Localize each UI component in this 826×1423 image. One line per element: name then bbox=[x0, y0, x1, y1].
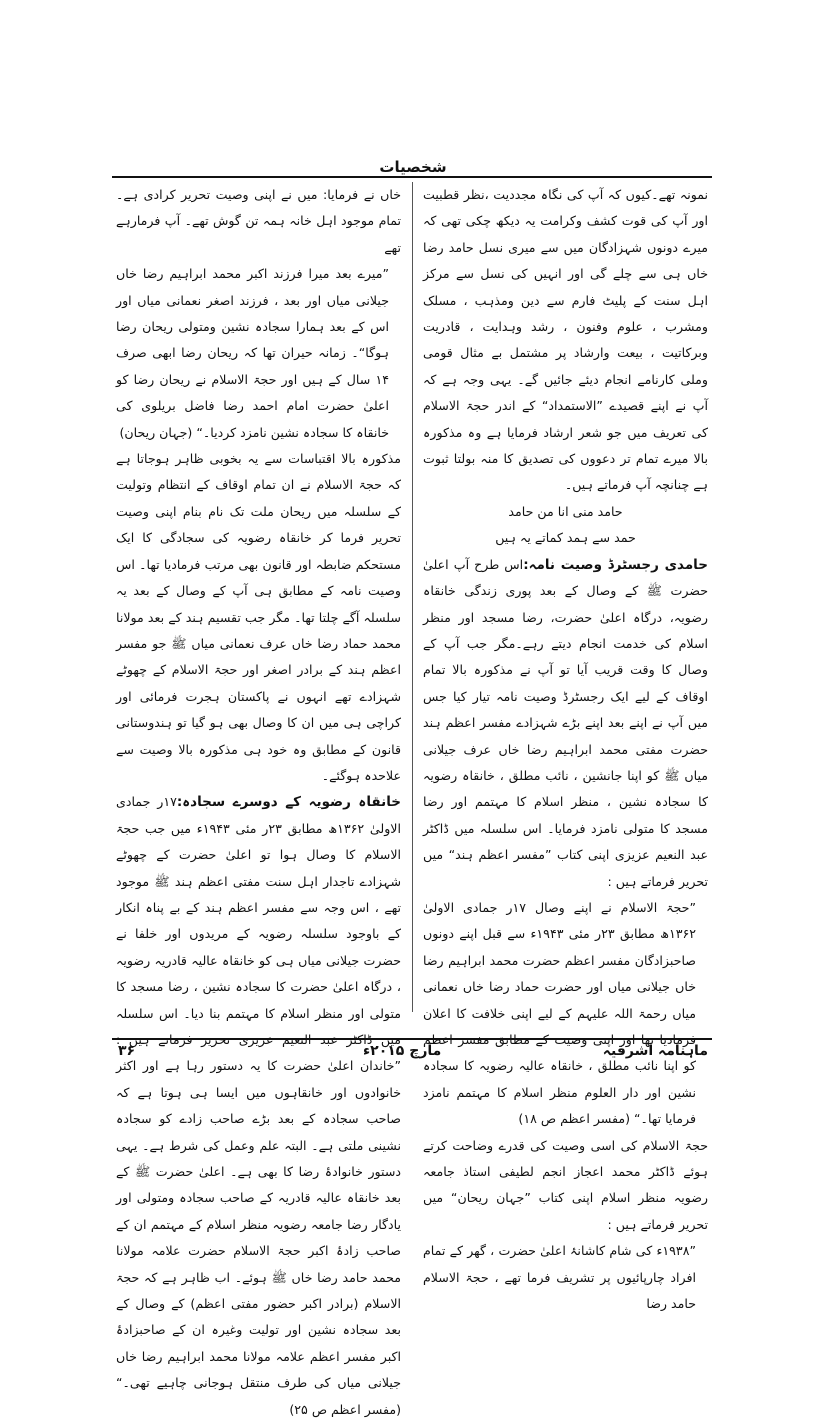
quote-jahan-rehan-start: ”۱۹۳۸ء کی شام کاشانۂ اعلیٰ حضرت ، گھر کے تمام افراد چارپائیوں پر تشریف فرما تھے ، حجۃ الاسلام حامد رضا bbox=[423, 1243, 696, 1312]
paragraph-intro: نمونہ تھے۔کیوں کہ آپ کی نگاہ مجددیت ،نظر قطبیت اور آپ کی قوت کشف وکرامت یہ دیکھ چکی تھی کہ میرے دونوں شہزادگان میں سے میری نسل حامد رضا خاں ہی سے چلے گی اور انہیں کی نسل سے مرکز اہل سنت کے پلیٹ فارم سے دین ومذہب ، مسلک ومشرب ، علوم وفنون ، رشد وہدایت ، قادریت وبرکاتیت ، بیعت وارشاد پر مشتمل بے مثال قومی وملی کارنامے انجام دیئے جائیں گے۔ یہی وجہ ہے کہ آپ نے اپنے قصیدے ”الاستمداد“ کے اندر حجۃ الاسلام کی تعریف میں جو شعر ارشاد فرمایا ہے وہ مذکورہ بالا میرے تمام تر دعووں کی تصدیق کا منہ بولتا ثبوت ہے چنانچہ آپ فرماتے ہیں۔ bbox=[423, 187, 708, 493]
left-column bbox=[116, 182, 401, 1417]
paragraph-second-sajjada-text: ۱۷ر جمادی الاولیٰ ۱۳۶۲ھ مطابق ۲۳ر مئی ۱۹۴۳ء میں جب حجۃ الاسلام کا وصال ہوا تو اعلیٰ حضرت کے چھوٹے شہزادے تاجدار اہل سنت مفتی اعظم ہند ﷺ موجود تھے ، اس وجہ سے مفسر اعظم ہند کے بے پناہ انکار کے باوجود سلسلہ رضویہ کے مریدوں اور خلفا نے حضرت جیلانی میاں ہی کو خانقاہ عالیہ قادریہ رضویہ ، درگاہ اعلیٰ حضرت کا سجادہ نشین ، رضا مسجد کا متولی اور منظر اسلام کا مہتمم بنا دیا۔ اس سلسلہ میں ڈاکٹر عبد النعیم عزیزی تحریر فرماتے ہیں : ”خاندان اعلیٰ حضرت کا یہ دستور رہا ہے اور اکثر خانوادوں اور خانقاہوں میں ایسا ہی ہوتا ہے کہ صاحب سجادہ کے بعد بڑے صاحب زادے کو سجادہ نشینی ملتی ہے۔ البتہ علم وعمل کی شرط ہے۔ یہی دستور خانوادۂ رضا کا بھی ہے۔ اعلیٰ حضرت ﷺ کے بعد خانقاہ عالیہ قادریہ کے صاحب سجادہ ومتولی اور یادگار رضا جامعہ رضویہ منظر اسلام کے مہتمم ان کے صاحب زادۂ اکبر حجۃ الاسلام حضرت علامہ مولانا محمد حامد رضا خاں ﷺ ہوئے۔ اب ظاہر ہے کہ حجۃ الاسلام (برادر اکبر حضور مفتی اعظم) کے وصال کے بعد سجادہ نشین اور تولیت وغیرہ ان کے صاحبزادۂ اکبر مفسر اعظم علامہ مولانا محمد ابراہیم رضا خاں جیلانی میاں کی طرف منتقل ہوجانی چاہیے تھی۔“ (مفسر اعظم ص ۲۵) bbox=[116, 794, 401, 1417]
verse-line-1: حامد منی انا من حامد bbox=[508, 503, 623, 519]
quote-mufassir-azam: ”حجۃ الاسلام نے اپنے وصال ۱۷ر جمادی الاولیٰ ۱۳۶۲ھ مطابق ۲۳ر مئی ۱۹۴۳ء سے قبل اپنے دونوں صاحبزادگان مفسر اعظم حضرت محمد ابراہیم رضا خاں جیلانی میاں اور حضرت حماد رضا خاں نعمانی میاں رحمۃ اللہ علیہم کے لیے اپنی خلافت کا اعلان فرمادیا تھا اور اپنی وصیت کے مطابق مفسر اعظم کو اپنا نائب مطلق ، خانقاہ عالیہ رضویہ کا سجادہ نشین اور دار العلوم منظر اسلام کا مہتمم نامزد فرمایا تھا۔“ (مفسر اعظم ص ۱۸) bbox=[423, 899, 696, 1127]
footer-date: مارچ ۲۰۱۵ء bbox=[363, 1043, 442, 1059]
paragraph-will bbox=[423, 552, 708, 895]
footer-magazine-name: ماہنامہ اشرفیہ bbox=[602, 1043, 708, 1059]
page-number: ۳۶ bbox=[118, 1043, 136, 1059]
header-rule bbox=[112, 176, 712, 178]
footer-rule bbox=[112, 1038, 712, 1040]
column-divider bbox=[412, 182, 413, 1012]
paragraph-continuation: خاں نے فرمایا: میں نے اپنی وصیت تحریر کرادی ہے۔ تمام موجود اہل خانہ ہمہ تن گوش تھے۔ آپ فرمارہے تھے bbox=[116, 187, 401, 255]
section-heading-second-sajjada: خانقاہ رضویہ کے دوسرے سجادہ: bbox=[176, 794, 401, 811]
verse-line-2: حمد سے ہمد کماتے یہ ہیں bbox=[495, 530, 636, 546]
section-heading-will: حامدی رجسٹرڈ وصیت نامہ: bbox=[523, 556, 708, 573]
paragraph-second-sajjada bbox=[116, 789, 401, 1423]
paragraph-clarification: حجۃ الاسلام کی اسی وصیت کی قدرے وضاحت کرتے ہوئے ڈاکٹر محمد اعجاز انجم لطیفی استاذ جامعہ رضویہ منظر اسلام اپنی کتاب ”جہان ریحان“ میں تحریر فرماتے ہیں : bbox=[423, 1137, 708, 1232]
paragraph-analysis: مذکورہ بالا اقتباسات سے یہ بخوبی ظاہر ہوجاتا ہے کہ حجۃ الاسلام نے ان تمام اوقاف کے انتظام وتولیت کے سلسلہ میں ریحان ملت تک نام بنام اپنی وصیت تحریر فرما کر خانقاہ رضویہ کی سجادگی کا ایک مستحکم ضابطہ اور قانون بھی مرتب فرمادیا تھا۔ اس وصیت نامہ کے مطابق ہی آپ کے وصال کے بعد یہ سلسلہ آگے چلتا تھا۔ مگر جب تقسیم ہند کے بعد مولانا محمد حماد رضا خاں عرف نعمانی میاں ﷺ جو مفسر اعظم ہند کے برادر اصغر اور حجۃ الاسلام کے چھوٹے شہزادے تھے انہوں نے پاکستان ہجرت فرمائی اور کراچی ہی میں ان کا وصال بھی ہو گیا تو ہندوستانی قانون کے مطابق وہ خود ہی مذکورہ بالا وصیت سے علاحدہ ہوگئے۔ bbox=[116, 451, 401, 783]
quote-will-text: ”میرے بعد میرا فرزند اکبر محمد ابراہیم رضا خاں جیلانی میاں اور بعد ، فرزند اصغر نعمانی میاں اور اس کے بعد ہمارا سجادہ نشین ومتولی ریحان رضا ہوگا“۔ زمانہ حیران تھا کہ ریحان رضا ابھی صرف ۱۴ سال کے ہیں اور حجۃ الاسلام نے ریحان رضا کو اعلیٰ حضرت امام احمد رضا فاضل بریلوی کی خانقاہ کا سجادہ نشین نامزد کردیا۔“ (جہان ریحان) bbox=[116, 266, 389, 440]
section-title: شخصیات bbox=[379, 158, 447, 176]
paragraph-will-text: اس طرح آپ اعلیٰ حضرت ﷺ کے وصال کے بعد پوری زندگی خانقاہ رضویہ، درگاہ اعلیٰ حضرت، رضا مسجد اور منظر اسلام کی خدمت انجام دیتے رہے۔مگر جب آپ کے وصال کا وقت قریب آیا تو آپ نے مذکورہ بالا تمام اوقاف کے لیے ایک رجسٹرڈ وصیت نامہ تیار کیا جس میں آپ نے اپنے بعد اپنے بڑے شہزادے مفسر اعظم ہند حضرت مفتی محمد ابراہیم رضا خاں عرف جیلانی میاں ﷺ کو اپنا جانشین ، نائب مطلق ، خانقاہ رضویہ کا سجادہ نشین ، منظر اسلام کا مہتمم اور رضا مسجد کا متولی نامزد فرمایا۔ اس سلسلہ میں ڈاکٹر عبد النعیم عزیزی اپنی کتاب ”مفسر اعظم ہند“ میں تحریر فرماتے ہیں : bbox=[423, 556, 708, 889]
